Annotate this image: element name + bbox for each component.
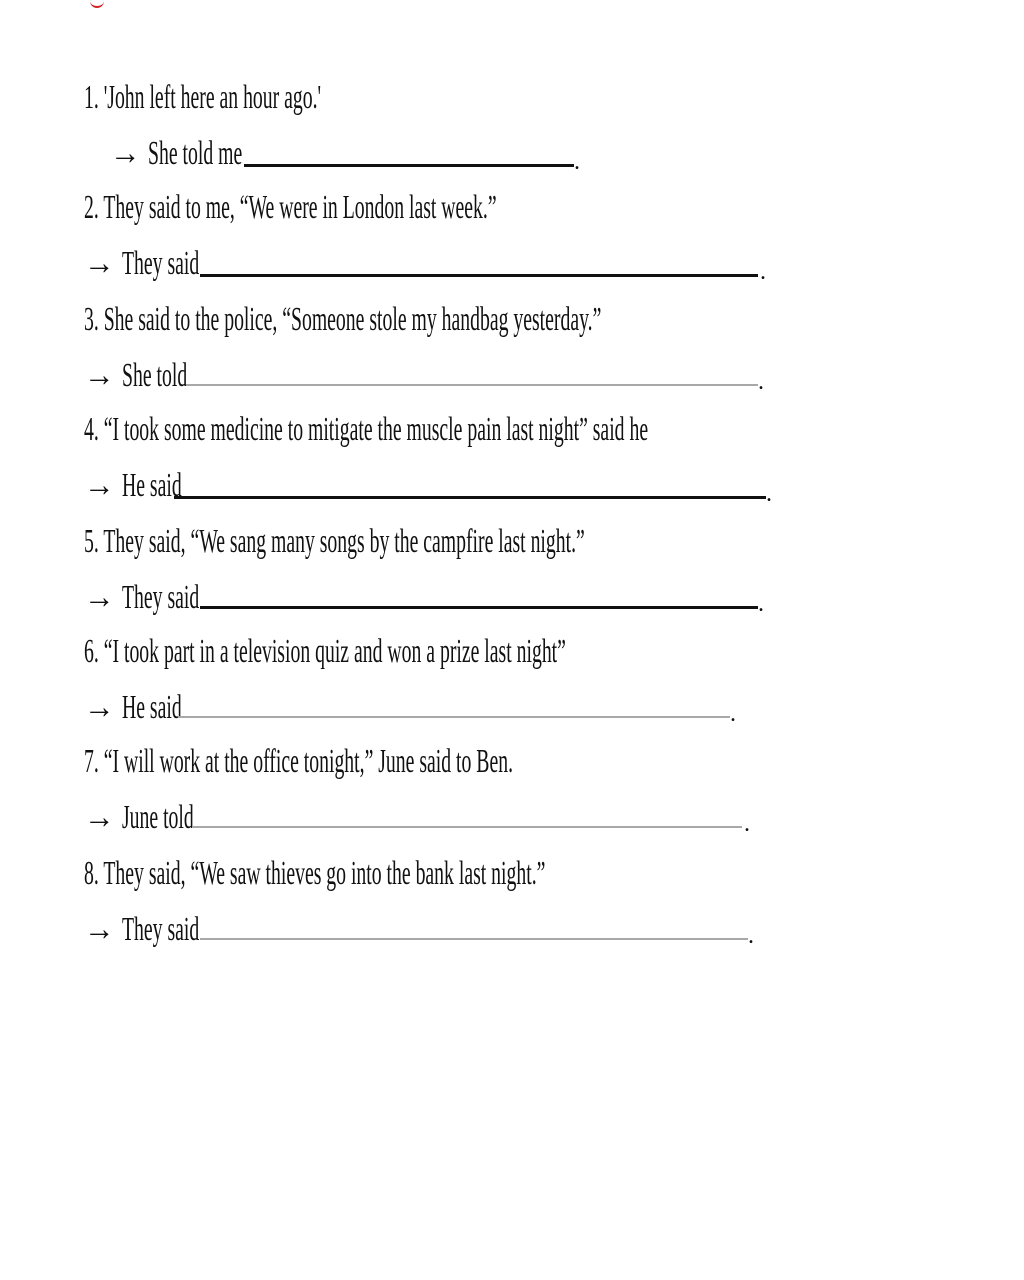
answer-1-prompt: She told me xyxy=(148,135,243,172)
question-8-text: 8. They said, “We saw thieves go into the bank last night.” xyxy=(84,855,546,892)
answer-3-prompt: She told xyxy=(122,357,188,394)
answer-5-blank[interactable] xyxy=(200,606,758,609)
question-2-text: 2. They said to me, “We were in London last week.” xyxy=(84,189,497,226)
answer-2-period: . xyxy=(760,259,766,285)
answer-8-blank[interactable] xyxy=(200,938,748,940)
answer-4-prompt: He said xyxy=(122,467,182,504)
question-7 xyxy=(84,726,824,782)
question-6 xyxy=(84,616,915,672)
arrow-icon: → xyxy=(84,911,115,948)
answer-6-blank[interactable] xyxy=(178,716,730,718)
question-7-text: 7. “I will work at the office tonight,” June said to Ben. xyxy=(84,743,514,780)
answer-6-prompt: He said xyxy=(122,689,182,726)
answer-7-line xyxy=(84,782,246,838)
question-2 xyxy=(84,172,795,228)
arrow-icon: → xyxy=(84,467,115,504)
answer-7-blank[interactable] xyxy=(192,826,742,828)
answer-6-line xyxy=(84,672,225,728)
question-4 xyxy=(84,394,1024,450)
answer-5-prompt: They said xyxy=(122,579,200,616)
answer-7-period: . xyxy=(744,811,750,837)
arrow-icon: → xyxy=(84,579,115,616)
answer-4-blank[interactable] xyxy=(174,496,766,499)
question-4-text: 4. “I took some medicine to mitigate the muscle pain last night” said he xyxy=(84,411,649,448)
answer-8-line xyxy=(84,894,255,950)
answer-3-period: . xyxy=(758,369,764,395)
question-5-text: 5. They said, “We sang many songs by the campfire last night.” xyxy=(84,523,585,560)
answer-2-prompt: They said xyxy=(122,245,200,282)
arrow-icon: → xyxy=(84,245,115,282)
arrow-icon: → xyxy=(84,357,115,394)
arrow-icon: → xyxy=(110,135,141,172)
question-8 xyxy=(84,838,879,894)
red-pen-mark xyxy=(90,0,104,8)
answer-3-blank[interactable] xyxy=(186,384,758,386)
answer-3-line xyxy=(84,340,234,396)
question-3 xyxy=(84,284,976,340)
arrow-icon: → xyxy=(84,799,115,836)
answer-7-prompt: June told xyxy=(122,799,194,836)
answer-4-period: . xyxy=(766,481,772,507)
answer-6-period: . xyxy=(730,701,736,727)
answer-5-line xyxy=(84,562,255,618)
question-1-text: 1. 'John left here an hour ago.' xyxy=(84,79,322,116)
answer-8-period: . xyxy=(748,923,754,949)
answer-1-blank[interactable] xyxy=(244,164,574,167)
answer-2-blank[interactable] xyxy=(200,274,758,277)
question-1 xyxy=(84,62,493,118)
answer-1-period: . xyxy=(574,149,580,175)
question-5 xyxy=(84,506,947,562)
arrow-icon: → xyxy=(84,689,115,726)
question-3-text: 3. She said to the police, “Someone stole my handbag yesterday.” xyxy=(84,301,602,338)
answer-5-period: . xyxy=(758,591,764,617)
question-6-text: 6. “I took part in a television quiz and won a prize last night” xyxy=(84,633,566,670)
answer-8-prompt: They said xyxy=(122,911,200,948)
